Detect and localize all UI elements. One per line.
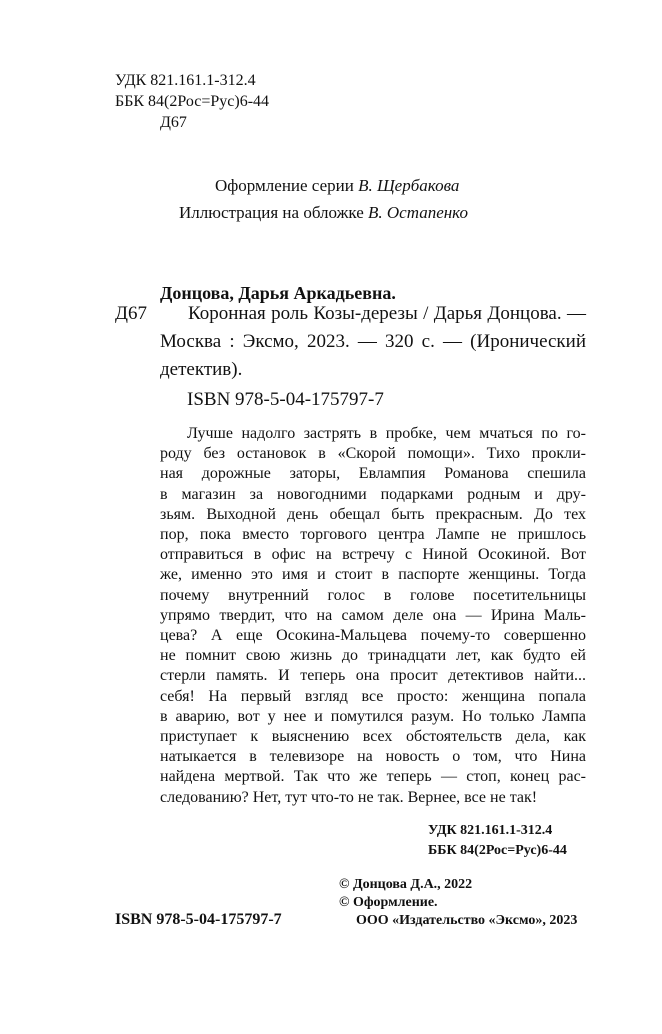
cover-illustration-label: Иллюстрация на обложке [179, 203, 368, 222]
annotation-line: в магазин за новогодними подарками родным и дру- [160, 485, 586, 503]
annotation-line: цева? А еще Осокина-Мальцева почему-то совершенно [160, 627, 586, 645]
annotation-line: приступает к выяснению всех обстоятельств дела, как [160, 728, 586, 746]
footer-udk: УДК 821.161.1-312.4 [428, 823, 553, 838]
footer-bbk: ББК 84(2Рос=Рус)6-44 [428, 843, 567, 858]
series-design-name: В. Щербакова [358, 176, 460, 195]
annotation-line: стерли память. И теперь она просит детективов найти... [160, 667, 586, 685]
author-mark: Д67 [115, 303, 147, 324]
copyright-design: © Оформление. [339, 895, 438, 910]
annotation [160, 424, 586, 808]
copyright-publisher: ООО «Издательство «Эксмо», 2023 [356, 913, 578, 928]
cover-illustration-name: В. Остапенко [368, 203, 468, 222]
copyright-author: © Донцова Д.А., 2022 [339, 877, 473, 892]
annotation-line: пор, пока вместо торгового центра Лампе не пришлось [160, 526, 586, 544]
footer-isbn: ISBN 978-5-04-175797-7 [115, 911, 282, 928]
annotation-line: не помнит свою жизнь до тринадцати лет, как будто ей [160, 647, 586, 665]
annotation-line: Лучше надолго застрять в пробке, чем мчаться по го- [187, 425, 586, 442]
series-design-credit [215, 173, 459, 198]
annotation-line: отправиться в офис на встречу с Ниной Осокиной. Вот [160, 546, 586, 564]
annotation-line: следованию? Нет, тут что-то не так. Вернее, все не так! [160, 788, 538, 806]
bbk-code: ББК 84(2Рос=Рус)6-44 [115, 93, 270, 110]
annotation-line: упрямо твердит, что на самом деле она — Ирина Маль- [160, 606, 586, 624]
annotation-line: почему внутренний голос в голове посетительницы [160, 586, 586, 604]
annotation-line: роду без остановок в «Скорой помощи». Тихо прокли- [160, 445, 586, 463]
annotation-line: зьям. Выходной день обещал быть прекрасным. До тех [160, 505, 586, 523]
annotation-line: в аварию, вот у нее и помутился разум. Но только Лампа [160, 707, 586, 725]
udk-code: УДК 821.161.1-312.4 [115, 72, 256, 89]
catalog-isbn: ISBN 978-5-04-175797-7 [187, 389, 384, 410]
annotation-line: найдена мертвой. Так что же теперь — стоп, конец рас- [160, 768, 586, 786]
annotation-line: же, именно это имя и стоит в паспорте женщины. Тогда [160, 566, 586, 584]
annotation-line: себя! На первый взгляд все просто: женщина попала [160, 687, 586, 705]
author-mark-top: Д67 [160, 114, 187, 131]
annotation-line: ная дорожные заторы, Евлампия Романова спешила [160, 465, 586, 483]
annotation-line: натыкается в телевизоре на новость о том, что Нина [160, 748, 586, 766]
author-heading: Донцова, Дарья Аркадьевна. [160, 283, 396, 303]
catalog-description: Коронная роль Козы-дерезы / Дарья Донцова. — Москва : Эксмо, 2023. — 320 с. — (Иронический детектив). [160, 303, 586, 380]
series-design-label: Оформление серии [215, 176, 359, 195]
cover-illustration-credit [179, 200, 468, 225]
